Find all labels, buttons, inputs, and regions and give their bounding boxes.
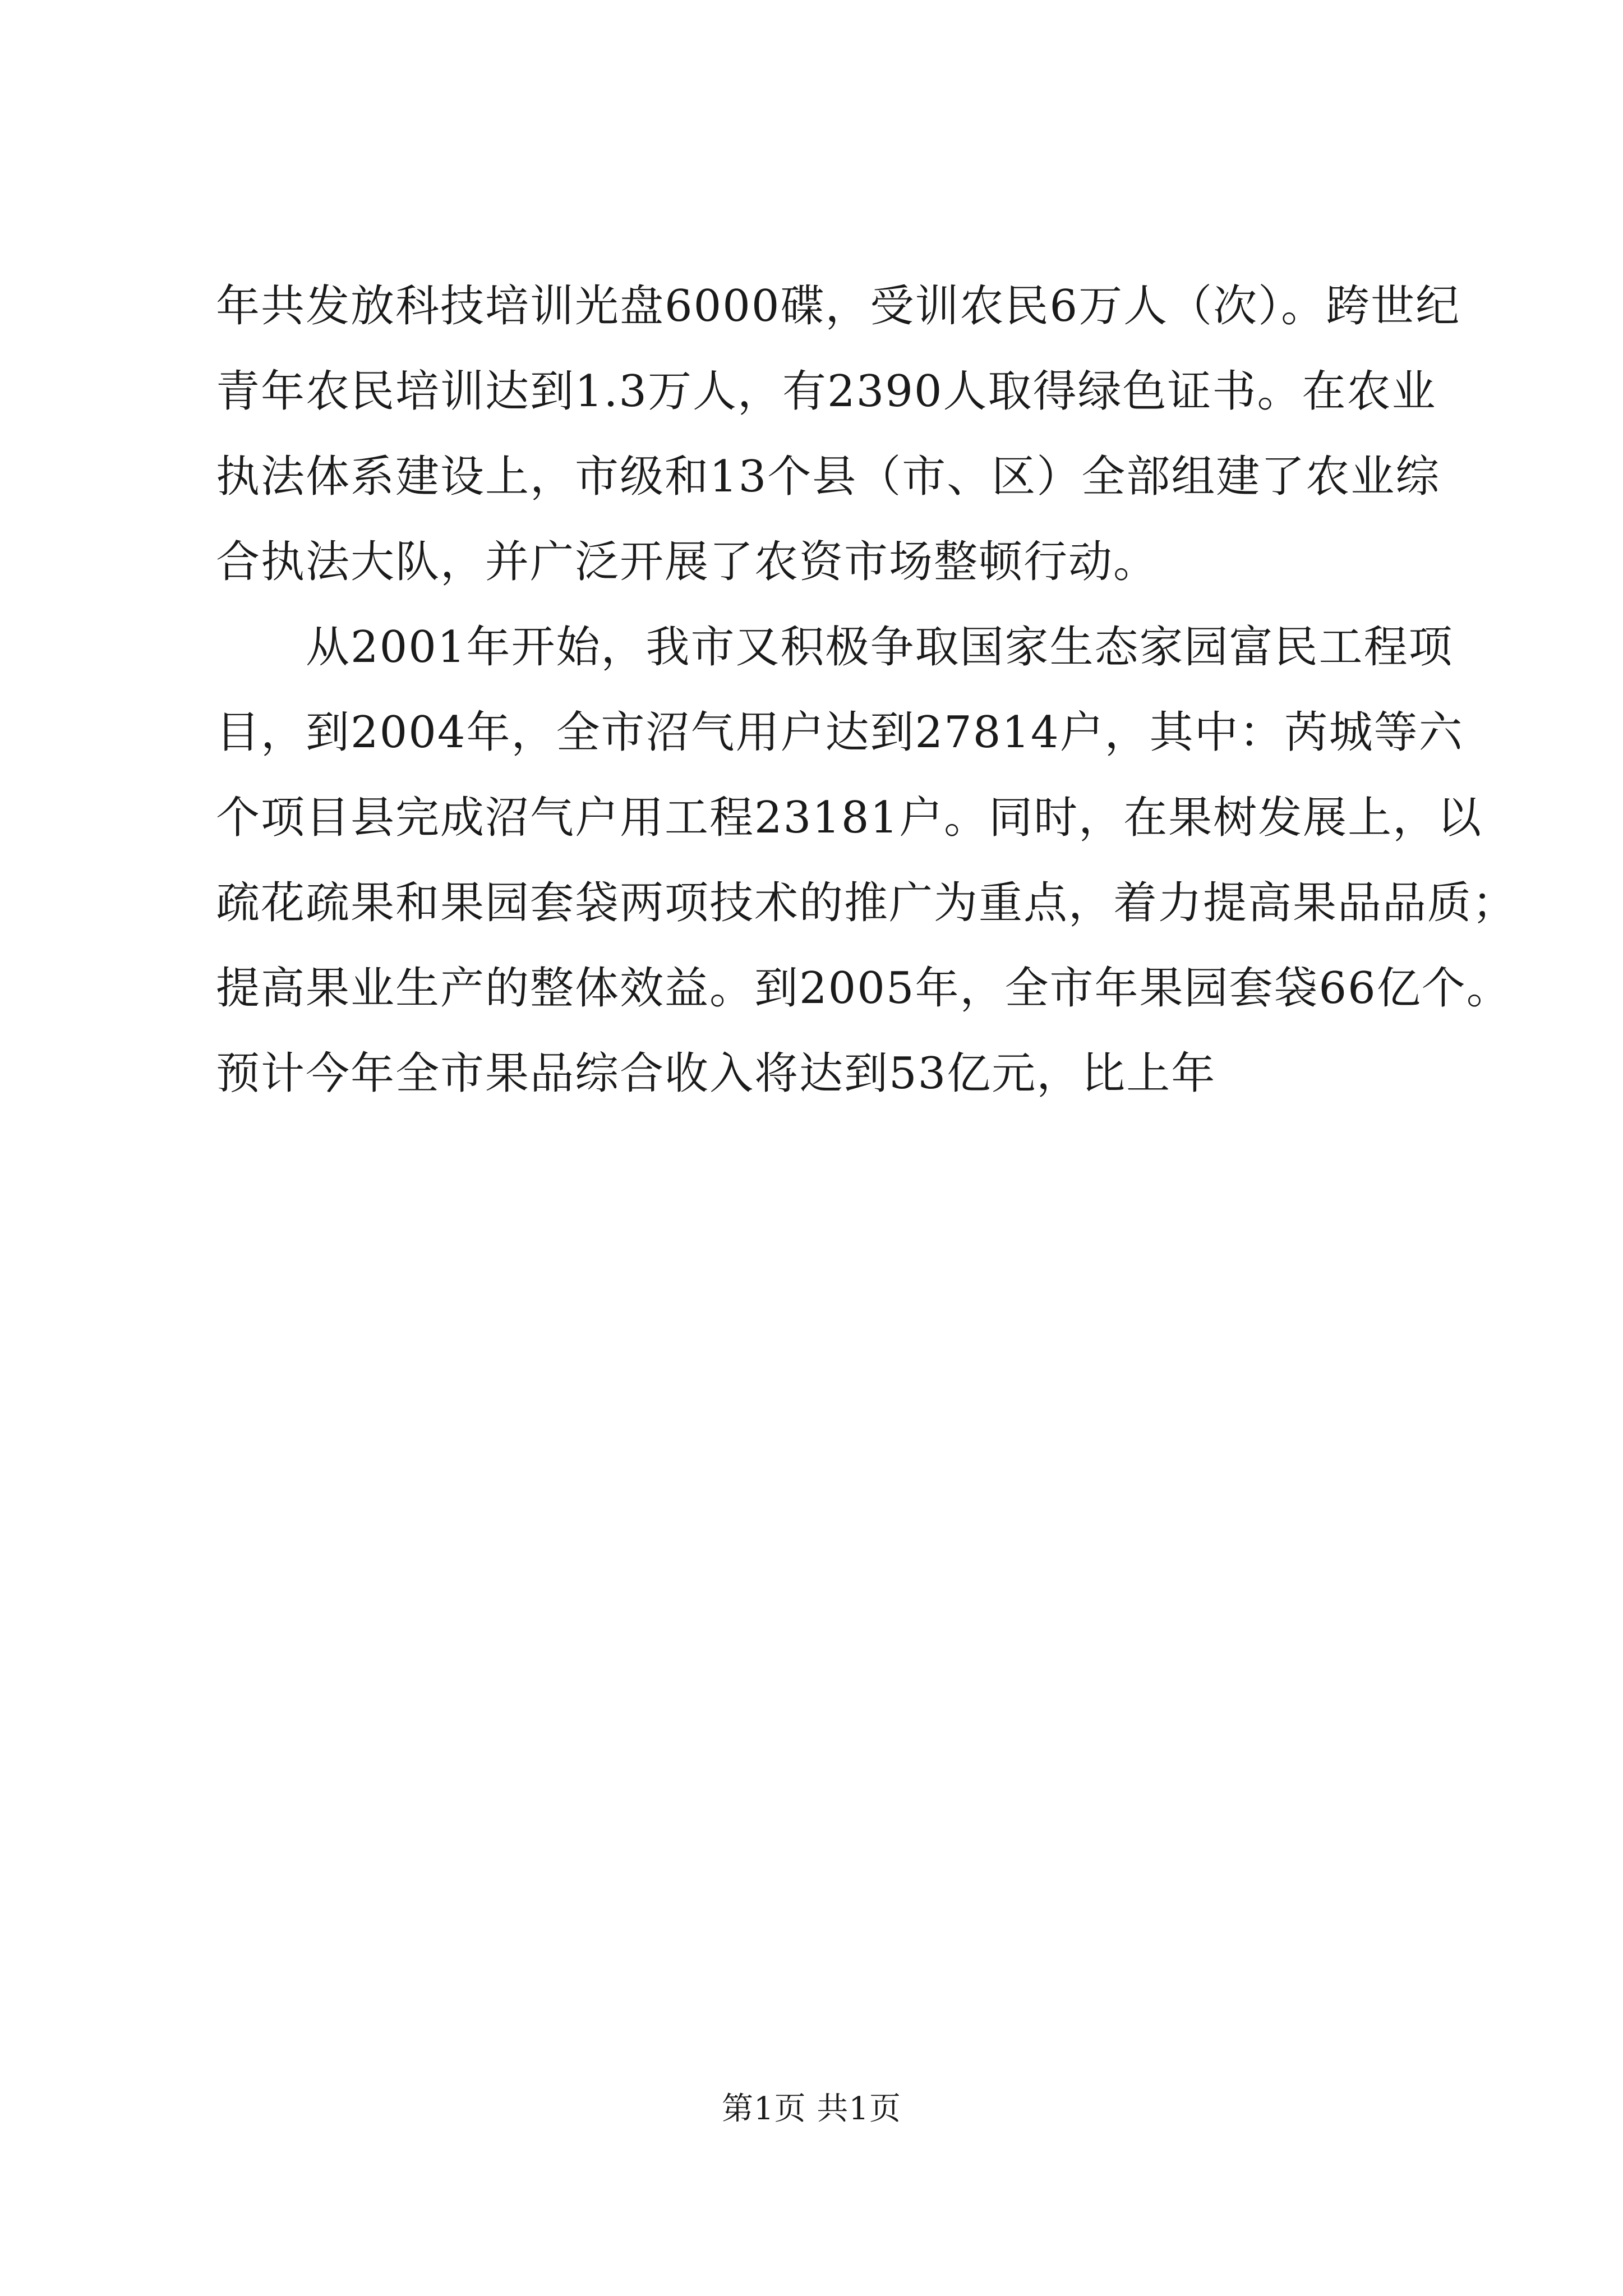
text-line: 执法体系建设上，市级和13个县（市、区）全部组建了农业综 (216, 452, 1441, 502)
text-line: 预计今年全市果品综合收入将达到53亿元，比上年 (216, 1048, 1216, 1099)
paragraph-1 (216, 264, 1461, 605)
text-line: 个项目县完成沼气户用工程23181户。同时，在果树发展上，以 (216, 793, 1483, 843)
text-line: 提高果业生产的整体效益。到2005年，全市年果园套袋66亿个。 (216, 963, 1511, 1014)
text-line: 年共发放科技培训光盘6000碟，受训农民6万人（次）。跨世纪 (216, 281, 1461, 332)
text-line: 目，到2004年，全市沼气用户达到27814户，其中：芮城等六 (216, 707, 1464, 758)
text-line: 疏花疏果和果园套袋两项技术的推广为重点，着力提高果品品质； (216, 878, 1518, 928)
body-text (216, 264, 1518, 1116)
page-number-footer: 第1页 共1页 (721, 2091, 902, 2127)
text-line: 从2001年开始，我市又积极争取国家生态家园富民工程项 (306, 622, 1454, 673)
text-line: 青年农民培训达到1.3万人，有2390人取得绿色证书。在农业 (216, 366, 1437, 417)
text-line: 合执法大队，并广泛开展了农资市场整顿行动。 (216, 537, 1159, 587)
paragraph-2 (216, 605, 1518, 1116)
